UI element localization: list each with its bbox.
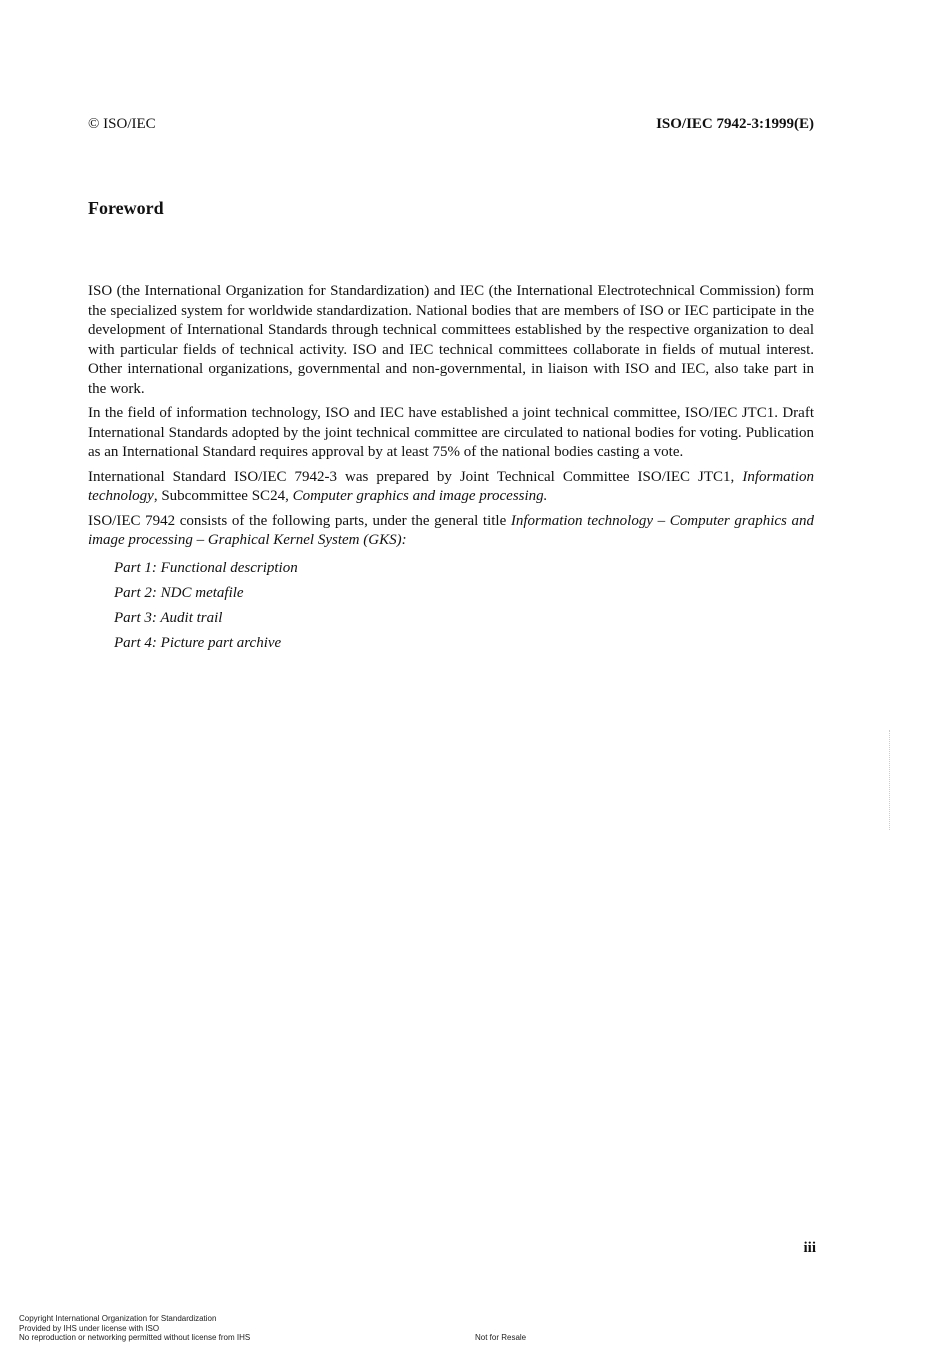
preparation-text-1: International Standard ISO/IEC 7942-3 was prepared by Joint Technical Committee ISO/IEC JTC1, bbox=[88, 468, 743, 485]
preparation-text-2: , Subcommittee SC24, bbox=[153, 488, 293, 504]
paragraph-organizations: ISO (the International Organization for Standardization) and IEC (the International Electrotechnical Commission) form the specialized system for worldwide standardization. National bodies that are members of ISO or IEC participate in the development of International Standards through technical committees established by the respective organization to deal with particular fields of technical activity. ISO and IEC technical committees collaborate in fields of mutual interest. Other international organizations, governmental and non-governmental, in liaison with ISO and IEC, also take part in the work. bbox=[88, 283, 814, 397]
paragraph-parts-intro bbox=[88, 512, 814, 551]
footer-line-reproduction: No reproduction or networking permitted without license from IHS bbox=[19, 1333, 251, 1342]
margin-scan-marks bbox=[889, 730, 891, 830]
header-copyright: © ISO/IEC bbox=[88, 116, 156, 132]
page-number: iii bbox=[803, 1240, 816, 1256]
footer-not-for-resale: Not for Resale bbox=[475, 1333, 527, 1342]
parts-general-title: Information technology – Computer graphics and image processing – Graphical Kernel System (GKS): bbox=[88, 512, 814, 548]
header-document-id: ISO/IEC 7942-3:1999(E) bbox=[656, 116, 814, 132]
paragraph-jtc1: In the field of information technology, ISO and IEC have established a joint technical committee, ISO/IEC JTC1. Draft International Standards adopted by the joint technical committee are circulated to national bodies for voting. Publication as an International Standard requires approval by at least 75% of the national bodies casting a vote. bbox=[88, 405, 814, 460]
foreword-body bbox=[88, 282, 814, 656]
page-title: Foreword bbox=[88, 198, 164, 218]
list-item-part-1: Part 1: Functional description bbox=[114, 559, 298, 576]
list-item-part-4: Part 4: Picture part archive bbox=[114, 634, 282, 651]
footer-line-provider: Provided by IHS under license with ISO bbox=[19, 1323, 160, 1333]
list-item-part-3: Part 3: Audit trail bbox=[114, 609, 223, 626]
preparation-committee-title: Information technology bbox=[88, 468, 814, 504]
paragraph-preparation bbox=[88, 468, 814, 507]
list-item-part-2: Part 2: NDC metafile bbox=[114, 584, 244, 601]
parts-intro-text: ISO/IEC 7942 consists of the following parts, under the general title bbox=[88, 512, 511, 529]
preparation-subcommittee-title: Computer graphics and image processing. bbox=[292, 488, 548, 504]
footer-license bbox=[19, 1314, 250, 1343]
footer-line-copyright: Copyright International Organization for Standardization bbox=[19, 1314, 217, 1323]
parts-list bbox=[88, 556, 814, 656]
